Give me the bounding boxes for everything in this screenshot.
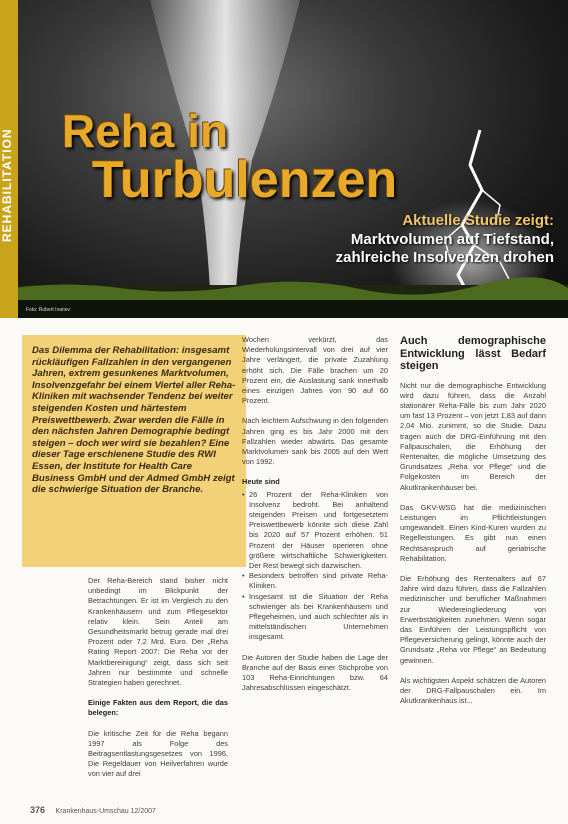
intro-box [22, 335, 246, 567]
subheadline-line3: zahlreiche Insolvenzen drohen [335, 249, 554, 266]
section-label: REHABILITATION [0, 128, 14, 242]
col2-heading: Heute sind [242, 477, 280, 487]
headline-line2: Turbulenzen [92, 151, 398, 209]
list-item: • Insgesamt ist die Situation der Reha schwieriger als bei Krankenhäusern und Pflegeheimen, und auch schlechter als in mittelständischen Unternehmen insgesamt. [242, 592, 388, 643]
col1-paragraph: Der Reha-Bereich stand bisher nicht unbedingt im Blickpunkt der Betrachtungen. Er ist im Vergleich zu den Krankenhäusern und zum Pflegesektor relativ klein. Sein Anteil am Gesundheitsmarkt betrug gerade mal drei Prozent oder 7,2 Mrd. Euro. Der „Reha Rating Report 2007: Die Reha vor der Marktbereinigung“ zeigt, dass sich seit Jahren nur bestimmte und schnelle Strategien haben gerechnet. [88, 576, 228, 688]
list-item: • 26 Prozent der Reha-Kliniken von Insolvenz bedroht. Bei anhaltend steigenden Preisen und fortgesetztem Preiswettbewerb könnte sich diese Zahl bis 2020 auf 57 Prozent erhöhen. 51 Prozent der Häuser operieren ohne größere wirtschaftliche Schwierigkeiten. Der Rest bewegt sich dazwischen. [242, 490, 388, 572]
col3-paragraph: Nicht nur die demographische Entwicklung wird dazu führen, dass die Anzahl stationärer Reha-Fälle bis zum Jahr 2020 um fast 13 Prozent – von jetzt 1,83 auf dann 2,04 Mio. zunimmt, so die Studie. Dazu tragen auch die DRG-Einführung mit den Fallpauschalen, die Erhöhung der Rentenalter, die mögliche Umsetzung des Grundsatzes „Reha vor Pflege“ und die Folgekosten im Bereich der Akutkrankenhäuser bei. [400, 380, 546, 492]
col3-paragraph: Das GKV-WSG hat die medizinischen Leistungen im Pflichtleistungen umgewandelt. Einen Kind-Kuren wurden zu Regelleistungen. Es gibt nun einen Rechtsanspruch auf geriatrische Rehabilitation. [400, 502, 546, 563]
intro-text: Das Dilemma der Rehabilitation: insgesamt rückläufigen Fallzahlen in den vergangenen Jahren, extrem gesunkenes Marktvolumen, Insolvenzgefahr bei einem Viertel aller Reha-Kliniken mit wachsender Tendenz bei weiter steigenden Kosten und härtestem Preiswettbewerb. Zwar werden die Fälle in den nächsten Jahren Demographie bedingt steigen – doch wer wird sie bezahlen? Eine dieser Tage erschienene Studie des RWI Essen, der Institute for Health Care Business GmbH und der Admed GmbH zeigt die schwierige Situation der Branche. [32, 345, 236, 496]
subheadline-line1: Aktuelle Studie zeigt: [402, 212, 554, 229]
page-number: 376 [30, 805, 46, 815]
col1-paragraph: Die kritische Zeit für die Reha begann 1997 als Folge des Beitragsentlastungsgesetzes von 1996. Die Regeldauer von Heilverfahren wurde von vier auf drei [88, 728, 228, 779]
column-2 [242, 335, 388, 704]
col2-paragraph: Wochen verkürzt, das Wiederholungsintervall von drei auf vier Jahre verlängert, die private Zuzahlung erhöht sich. Die Fälle brachen um 20 Prozent ein, die Auslastung sank innerhalb eines einzigen Jahres von 90 auf 60 Prozent. [242, 335, 388, 406]
photo-credit: Foto: Robert Ivanov [26, 307, 70, 313]
col3-heading: Auch demographische Entwicklung lässt Bedarf steigen [400, 335, 546, 372]
col2-paragraph: Die Autoren der Studie haben die Lage der Branche auf der Basis einer Stichprobe von 103 Reha-Einrichtungen bzw. 64 Jahresabschlüssen eingeschätzt. [242, 652, 388, 693]
page-footer [30, 805, 156, 815]
subheadline-line2: Marktvolumen auf Tiefstand, [350, 231, 554, 248]
headline-line1: Reha in [62, 105, 229, 157]
col3-paragraph: Die Erhöhung des Rentenalters auf 67 Jahre wird dazu führen, dass die Fallzahlen medizinischer und beruflicher Maßnahmen zur Wiedereingliederung von Erwerbstätigkeiten zunehmen. Wenn sogar das Einführen der Leistungspflicht von Pflegeversicherung gelingt, könnte auch der Grundsatz „Reha vor Pflege“ an Bedeutung gewinnen. [400, 573, 546, 665]
list-item: • Besonders betroffen sind private Reha-Kliniken. [242, 571, 388, 591]
col2-paragraph: Nach leichtem Aufschwung in den folgenden Jahren ging es bis Jahr 2000 mit den Fallzahlen wieder abwärts. Das gesamte Marktvolumen sank bis 2005 auf den Wert von 1992. [242, 416, 388, 467]
col1-heading: Einige Fakten aus dem Report, die das belegen: [88, 698, 228, 718]
column-3 [400, 335, 546, 716]
column-1 [88, 576, 228, 790]
col3-paragraph: Als wichtigsten Aspekt schätzen die Autoren der DRG-Fallpauschalen ein. Im Akutkrankenhaus ist... [400, 675, 546, 706]
col2-bullet-list [242, 490, 388, 643]
publication-source: Krankenhaus-Umschau 12/2007 [55, 808, 156, 815]
